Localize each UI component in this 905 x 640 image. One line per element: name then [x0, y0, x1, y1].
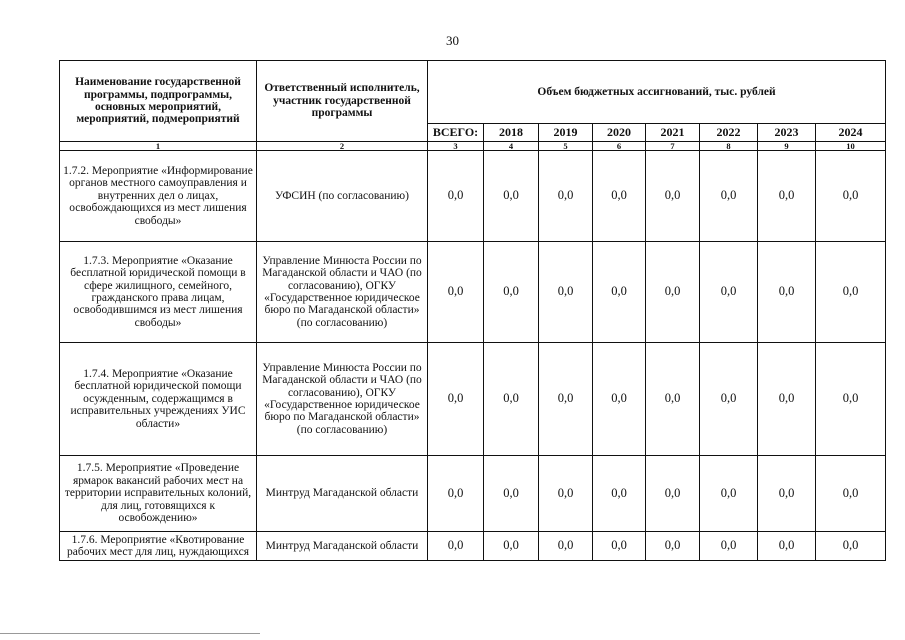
header-year: 2023	[758, 124, 816, 142]
budget-value: 0,0	[539, 242, 593, 343]
budget-value: 0,0	[816, 151, 886, 242]
budget-value: 0,0	[758, 343, 816, 456]
budget-value: 0,0	[758, 456, 816, 532]
executor-cell: Минтруд Магаданской области	[257, 532, 428, 561]
budget-value: 0,0	[700, 242, 758, 343]
column-number: 7	[646, 142, 700, 151]
budget-value: 0,0	[816, 456, 886, 532]
column-number: 8	[700, 142, 758, 151]
header-year: 2024	[816, 124, 886, 142]
budget-value: 0,0	[646, 532, 700, 561]
header-budget: Объем бюджетных ассигнований, тыс. рублей	[428, 61, 886, 124]
header-total: ВСЕГО:	[428, 124, 484, 142]
budget-value: 0,0	[646, 151, 700, 242]
column-number: 5	[539, 142, 593, 151]
budget-value: 0,0	[484, 151, 539, 242]
header-year: 2018	[484, 124, 539, 142]
table-row	[60, 242, 886, 343]
header-executor: Ответственный исполнитель, участник государственной программы	[257, 61, 428, 142]
budget-value: 0,0	[539, 343, 593, 456]
budget-value: 0,0	[646, 242, 700, 343]
table-row	[60, 532, 886, 561]
budget-value: 0,0	[593, 532, 646, 561]
budget-value: 0,0	[539, 456, 593, 532]
activity-name: 1.7.4. Мероприятие «Оказание бесплатной юридической помощи осужденным, содержащимся в исправительных учреждениях УИС области»	[60, 343, 257, 456]
table-row	[60, 343, 886, 456]
budget-value: 0,0	[484, 456, 539, 532]
header-year: 2019	[539, 124, 593, 142]
budget-value: 0,0	[758, 242, 816, 343]
budget-value: 0,0	[539, 532, 593, 561]
scan-edge-line	[0, 633, 260, 634]
activity-name: 1.7.2. Мероприятие «Информирование органов местного самоуправления и внутренних дел о лицах, освобождающихся из мест лишения свободы»	[60, 151, 257, 242]
budget-value: 0,0	[484, 343, 539, 456]
header-year: 2022	[700, 124, 758, 142]
column-number: 9	[758, 142, 816, 151]
activity-name: 1.7.6. Мероприятие «Квотирование рабочих мест для лиц, нуждающихся	[60, 532, 257, 561]
budget-value: 0,0	[700, 532, 758, 561]
budget-value: 0,0	[646, 343, 700, 456]
executor-cell: Управление Минюста России по Магаданской области и ЧАО (по согласованию), ОГКУ «Государственное юридическое бюро по Магаданской области» (по согласованию)	[257, 242, 428, 343]
column-number: 10	[816, 142, 886, 151]
budget-value: 0,0	[758, 532, 816, 561]
column-number: 3	[428, 142, 484, 151]
column-number: 2	[257, 142, 428, 151]
budget-value: 0,0	[700, 456, 758, 532]
column-number: 4	[484, 142, 539, 151]
budget-value: 0,0	[816, 343, 886, 456]
budget-value: 0,0	[428, 532, 484, 561]
budget-value: 0,0	[428, 343, 484, 456]
activity-name: 1.7.3. Мероприятие «Оказание бесплатной юридической помощи в сфере жилищного, семейного, гражданского права лицам, освободившимся из мест лишения свободы»	[60, 242, 257, 343]
budget-value: 0,0	[816, 242, 886, 343]
budget-table	[59, 60, 886, 561]
table-row	[60, 456, 886, 532]
column-number: 6	[593, 142, 646, 151]
budget-value: 0,0	[593, 242, 646, 343]
budget-value: 0,0	[428, 456, 484, 532]
column-number: 1	[60, 142, 257, 151]
table-row	[60, 151, 886, 242]
page-number: 30	[446, 33, 459, 48]
activity-name: 1.7.5. Мероприятие «Проведение ярмарок вакансий рабочих мест на территории исправительных колоний, для лиц, готовящихся к освобождению»	[60, 456, 257, 532]
budget-value: 0,0	[593, 151, 646, 242]
budget-value: 0,0	[428, 151, 484, 242]
budget-value: 0,0	[428, 242, 484, 343]
budget-value: 0,0	[484, 532, 539, 561]
header-year: 2020	[593, 124, 646, 142]
budget-value: 0,0	[593, 456, 646, 532]
budget-value: 0,0	[700, 151, 758, 242]
header-year: 2021	[646, 124, 700, 142]
budget-value: 0,0	[816, 532, 886, 561]
budget-value: 0,0	[758, 151, 816, 242]
budget-value: 0,0	[700, 343, 758, 456]
budget-value: 0,0	[593, 343, 646, 456]
executor-cell: Управление Минюста России по Магаданской области и ЧАО (по согласованию), ОГКУ «Государственное юридическое бюро по Магаданской области» (по согласованию)	[257, 343, 428, 456]
executor-cell: УФСИН (по согласованию)	[257, 151, 428, 242]
budget-value: 0,0	[484, 242, 539, 343]
header-name: Наименование государственной программы, подпрограммы, основных мероприятий, мероприятий, подмероприятий	[60, 61, 257, 142]
budget-value: 0,0	[646, 456, 700, 532]
budget-value: 0,0	[539, 151, 593, 242]
executor-cell: Минтруд Магаданской области	[257, 456, 428, 532]
